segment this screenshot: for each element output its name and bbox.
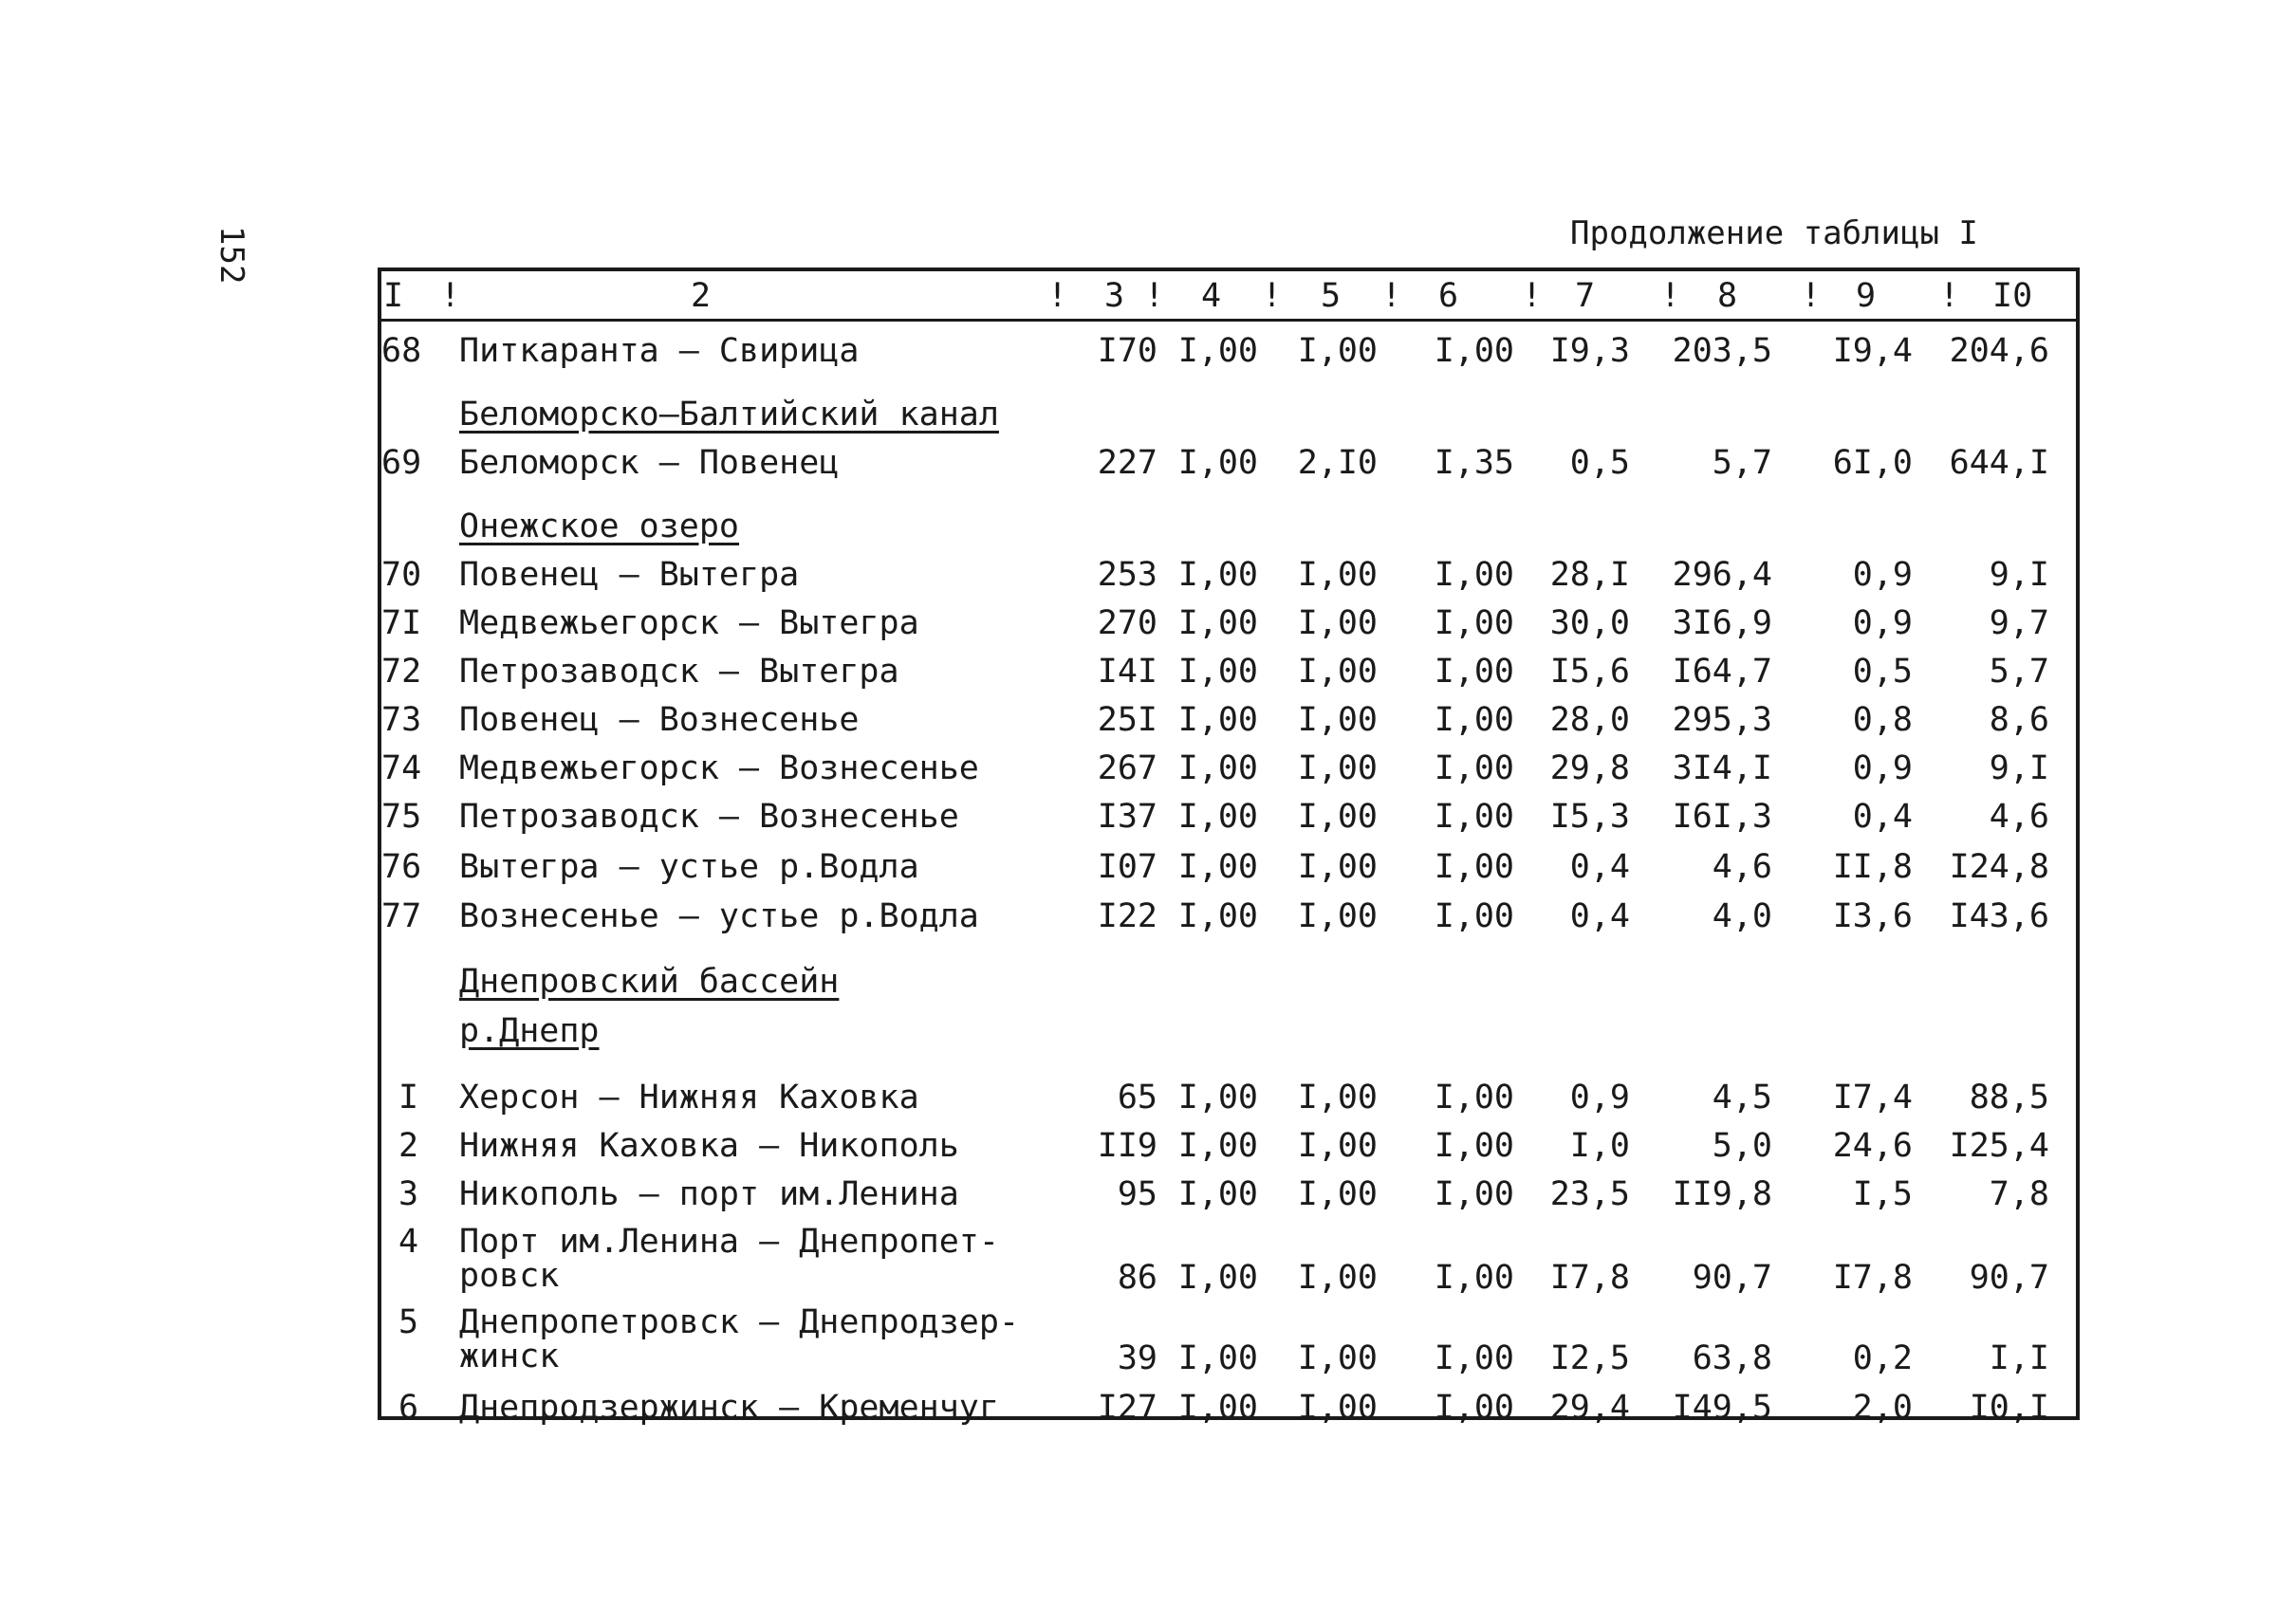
cell-col-5: I,00	[1297, 604, 1378, 642]
page-number: 152	[213, 226, 250, 285]
cell-col-6: I,35	[1434, 444, 1514, 482]
cell-col-10: 9,7	[1989, 604, 2049, 642]
row-number: 2	[398, 1127, 419, 1165]
cell-col-4: I,00	[1177, 653, 1258, 691]
cell-col-5: I,00	[1297, 332, 1378, 370]
cell-col-10: 4,6	[1989, 798, 2049, 836]
route-name: Днепродзержинск – Кременчуг	[459, 1389, 999, 1427]
header-divider	[378, 319, 2080, 322]
cell-col-4: I,00	[1177, 701, 1258, 739]
cell-col-6: I,00	[1434, 749, 1514, 787]
cell-col-9: I9,4	[1832, 332, 1913, 370]
header-separator: !	[1381, 277, 1402, 315]
row-number: 70	[381, 556, 422, 594]
cell-col-5: I,00	[1297, 1389, 1378, 1427]
section-heading: Онежское озеро	[459, 508, 740, 545]
header-separator: !	[1144, 277, 1165, 315]
row-number: 3	[398, 1175, 419, 1213]
cell-col-8: 4,0	[1712, 897, 1772, 935]
cell-col-9: 24,6	[1832, 1127, 1913, 1165]
row-number: 68	[381, 332, 422, 370]
header-col-2: 2	[691, 277, 712, 315]
cell-col-3: I37	[1097, 798, 1157, 836]
cell-col-3: 253	[1097, 556, 1157, 594]
cell-col-6: I,00	[1434, 848, 1514, 886]
row-number: 69	[381, 444, 422, 482]
row-number: 75	[381, 798, 422, 836]
cell-col-9: 0,2	[1852, 1339, 1913, 1377]
header-col-1: I	[383, 277, 404, 315]
cell-col-3: I70	[1097, 332, 1157, 370]
cell-col-8: I49,5	[1672, 1389, 1772, 1427]
header-col-3: 3	[1104, 277, 1125, 315]
cell-col-10: 8,6	[1989, 701, 2049, 739]
cell-col-6: I,00	[1434, 1079, 1514, 1116]
cell-col-8: 3I6,9	[1672, 604, 1772, 642]
route-name: Питкаранта – Свирица	[459, 332, 860, 370]
route-name: Вытегра – устье р.Водла	[459, 848, 919, 886]
cell-col-10: I43,6	[1949, 897, 2049, 935]
row-number: 6	[398, 1389, 419, 1427]
row-number: 5	[398, 1303, 419, 1341]
cell-col-8: 4,6	[1712, 848, 1772, 886]
cell-col-10: I0,I	[1969, 1389, 2049, 1427]
cell-col-3: 86	[1117, 1259, 1157, 1297]
route-name-continued: жинск	[459, 1338, 560, 1375]
cell-col-8: I64,7	[1672, 653, 1772, 691]
route-name: Днепропетровск – Днепродзер-	[459, 1303, 1020, 1341]
cell-col-10: 7,8	[1989, 1175, 2049, 1213]
route-name: Медвежьегорск – Вытегра	[459, 604, 919, 642]
header-separator: !	[1522, 277, 1543, 315]
cell-col-3: 65	[1117, 1079, 1157, 1116]
cell-col-6: I,00	[1434, 1127, 1514, 1165]
route-name: Медвежьегорск – Вознесенье	[459, 749, 979, 787]
cell-col-4: I,00	[1177, 749, 1258, 787]
cell-col-9: 0,8	[1852, 701, 1913, 739]
header-col-9: 9	[1856, 277, 1877, 315]
route-name: Нижняя Каховка – Никополь	[459, 1127, 959, 1165]
row-number: 77	[381, 897, 422, 935]
cell-col-9: I3,6	[1832, 897, 1913, 935]
cell-col-7: 23,5	[1549, 1175, 1630, 1213]
cell-col-3: 25I	[1097, 701, 1157, 739]
cell-col-4: I,00	[1177, 848, 1258, 886]
route-name: Петрозаводск – Вознесенье	[459, 798, 959, 836]
row-number: 72	[381, 653, 422, 691]
cell-col-6: I,00	[1434, 1175, 1514, 1213]
cell-col-4: I,00	[1177, 556, 1258, 594]
cell-col-6: I,00	[1434, 1259, 1514, 1297]
cell-col-6: I,00	[1434, 556, 1514, 594]
cell-col-5: 2,I0	[1297, 444, 1378, 482]
section-heading: р.Днепр	[459, 1012, 600, 1050]
cell-col-9: 6I,0	[1832, 444, 1913, 482]
cell-col-9: 0,9	[1852, 556, 1913, 594]
header-separator: !	[1660, 277, 1681, 315]
cell-col-7: I5,6	[1549, 653, 1630, 691]
cell-col-6: I,00	[1434, 798, 1514, 836]
row-number: 7I	[381, 604, 422, 642]
cell-col-10: 88,5	[1969, 1079, 2049, 1116]
cell-col-4: I,00	[1177, 1079, 1258, 1116]
cell-col-10: I,I	[1989, 1339, 2049, 1377]
cell-col-5: I,00	[1297, 848, 1378, 886]
cell-col-5: I,00	[1297, 653, 1378, 691]
cell-col-8: 5,7	[1712, 444, 1772, 482]
cell-col-8: 4,5	[1712, 1079, 1772, 1116]
cell-col-5: I,00	[1297, 798, 1378, 836]
cell-col-10: 9,I	[1989, 556, 2049, 594]
cell-col-7: 29,4	[1549, 1389, 1630, 1427]
cell-col-8: 5,0	[1712, 1127, 1772, 1165]
cell-col-4: I,00	[1177, 332, 1258, 370]
cell-col-6: I,00	[1434, 897, 1514, 935]
header-separator: !	[440, 277, 461, 315]
header-col-5: 5	[1321, 277, 1342, 315]
route-name-continued: ровск	[459, 1257, 560, 1295]
cell-col-7: 0,9	[1569, 1079, 1630, 1116]
cell-col-3: 39	[1117, 1339, 1157, 1377]
header-separator: !	[1801, 277, 1822, 315]
cell-col-10: 5,7	[1989, 653, 2049, 691]
header-col-4: 4	[1201, 277, 1222, 315]
route-name: Херсон – Нижняя Каховка	[459, 1079, 919, 1116]
route-name: Порт им.Ленина – Днепропет-	[459, 1223, 999, 1261]
cell-col-4: I,00	[1177, 604, 1258, 642]
cell-col-7: 0,5	[1569, 444, 1630, 482]
cell-col-8: 3I4,I	[1672, 749, 1772, 787]
cell-col-4: I,00	[1177, 798, 1258, 836]
header-separator: !	[1939, 277, 1960, 315]
cell-col-9: II,8	[1832, 848, 1913, 886]
cell-col-7: I5,3	[1549, 798, 1630, 836]
cell-col-8: 296,4	[1672, 556, 1772, 594]
cell-col-4: I,00	[1177, 444, 1258, 482]
cell-col-8: 90,7	[1692, 1259, 1772, 1297]
cell-col-3: 227	[1097, 444, 1157, 482]
header-col-10: I0	[1992, 277, 2033, 315]
cell-col-10: 9,I	[1989, 749, 2049, 787]
cell-col-8: 295,3	[1672, 701, 1772, 739]
cell-col-3: I07	[1097, 848, 1157, 886]
cell-col-10: 90,7	[1969, 1259, 2049, 1297]
cell-col-4: I,00	[1177, 1175, 1258, 1213]
row-number: 4	[398, 1223, 419, 1261]
cell-col-10: 644,I	[1949, 444, 2049, 482]
cell-col-6: I,00	[1434, 653, 1514, 691]
cell-col-5: I,00	[1297, 1259, 1378, 1297]
cell-col-4: I,00	[1177, 897, 1258, 935]
cell-col-7: 0,4	[1569, 897, 1630, 935]
header-separator: !	[1262, 277, 1283, 315]
route-name: Беломорск – Повенец	[459, 444, 840, 482]
route-name: Повенец – Вознесенье	[459, 701, 860, 739]
cell-col-4: I,00	[1177, 1389, 1258, 1427]
section-heading: Беломорско–Балтийский канал	[459, 396, 999, 434]
cell-col-6: I,00	[1434, 332, 1514, 370]
cell-col-8: 203,5	[1672, 332, 1772, 370]
cell-col-5: I,00	[1297, 749, 1378, 787]
cell-col-7: 29,8	[1549, 749, 1630, 787]
cell-col-7: I9,3	[1549, 332, 1630, 370]
row-number: 76	[381, 848, 422, 886]
cell-col-9: I7,4	[1832, 1079, 1913, 1116]
cell-col-7: I2,5	[1549, 1339, 1630, 1377]
cell-col-7: 30,0	[1549, 604, 1630, 642]
continuation-title: Продолжение таблицы I	[1570, 214, 1978, 252]
cell-col-5: I,00	[1297, 701, 1378, 739]
section-heading: Днепровский бассейн	[459, 963, 840, 1001]
route-name: Повенец – Вытегра	[459, 556, 800, 594]
cell-col-3: 95	[1117, 1175, 1157, 1213]
cell-col-9: 0,9	[1852, 749, 1913, 787]
cell-col-3: I4I	[1097, 653, 1157, 691]
cell-col-7: 28,I	[1549, 556, 1630, 594]
row-number: 73	[381, 701, 422, 739]
cell-col-10: 204,6	[1949, 332, 2049, 370]
cell-col-9: 0,9	[1852, 604, 1913, 642]
cell-col-9: 2,0	[1852, 1389, 1913, 1427]
cell-col-6: I,00	[1434, 1339, 1514, 1377]
route-name: Петрозаводск – Вытегра	[459, 653, 899, 691]
cell-col-5: I,00	[1297, 556, 1378, 594]
cell-col-3: 267	[1097, 749, 1157, 787]
header-col-8: 8	[1717, 277, 1738, 315]
cell-col-5: I,00	[1297, 897, 1378, 935]
route-name: Вознесенье – устье р.Водла	[459, 897, 979, 935]
cell-col-8: 63,8	[1692, 1339, 1772, 1377]
cell-col-6: I,00	[1434, 701, 1514, 739]
cell-col-9: I,5	[1852, 1175, 1913, 1213]
cell-col-7: 0,4	[1569, 848, 1630, 886]
cell-col-4: I,00	[1177, 1259, 1258, 1297]
cell-col-6: I,00	[1434, 604, 1514, 642]
cell-col-6: I,00	[1434, 1389, 1514, 1427]
cell-col-5: I,00	[1297, 1127, 1378, 1165]
cell-col-7: I7,8	[1549, 1259, 1630, 1297]
row-number: I	[398, 1079, 419, 1116]
cell-col-9: 0,4	[1852, 798, 1913, 836]
cell-col-4: I,00	[1177, 1127, 1258, 1165]
cell-col-10: I25,4	[1949, 1127, 2049, 1165]
header-col-7: 7	[1575, 277, 1596, 315]
row-number: 74	[381, 749, 422, 787]
cell-col-3: I22	[1097, 897, 1157, 935]
header-col-6: 6	[1438, 277, 1459, 315]
cell-col-10: I24,8	[1949, 848, 2049, 886]
cell-col-3: II9	[1097, 1127, 1157, 1165]
header-separator: !	[1047, 277, 1068, 315]
cell-col-9: 0,5	[1852, 653, 1913, 691]
cell-col-3: I27	[1097, 1389, 1157, 1427]
cell-col-7: 28,0	[1549, 701, 1630, 739]
cell-col-5: I,00	[1297, 1339, 1378, 1377]
cell-col-5: I,00	[1297, 1079, 1378, 1116]
cell-col-3: 270	[1097, 604, 1157, 642]
cell-col-8: II9,8	[1672, 1175, 1772, 1213]
cell-col-8: I6I,3	[1672, 798, 1772, 836]
cell-col-7: I,0	[1569, 1127, 1630, 1165]
cell-col-9: I7,8	[1832, 1259, 1913, 1297]
cell-col-5: I,00	[1297, 1175, 1378, 1213]
route-name: Никополь – порт им.Ленина	[459, 1175, 959, 1213]
cell-col-4: I,00	[1177, 1339, 1258, 1377]
